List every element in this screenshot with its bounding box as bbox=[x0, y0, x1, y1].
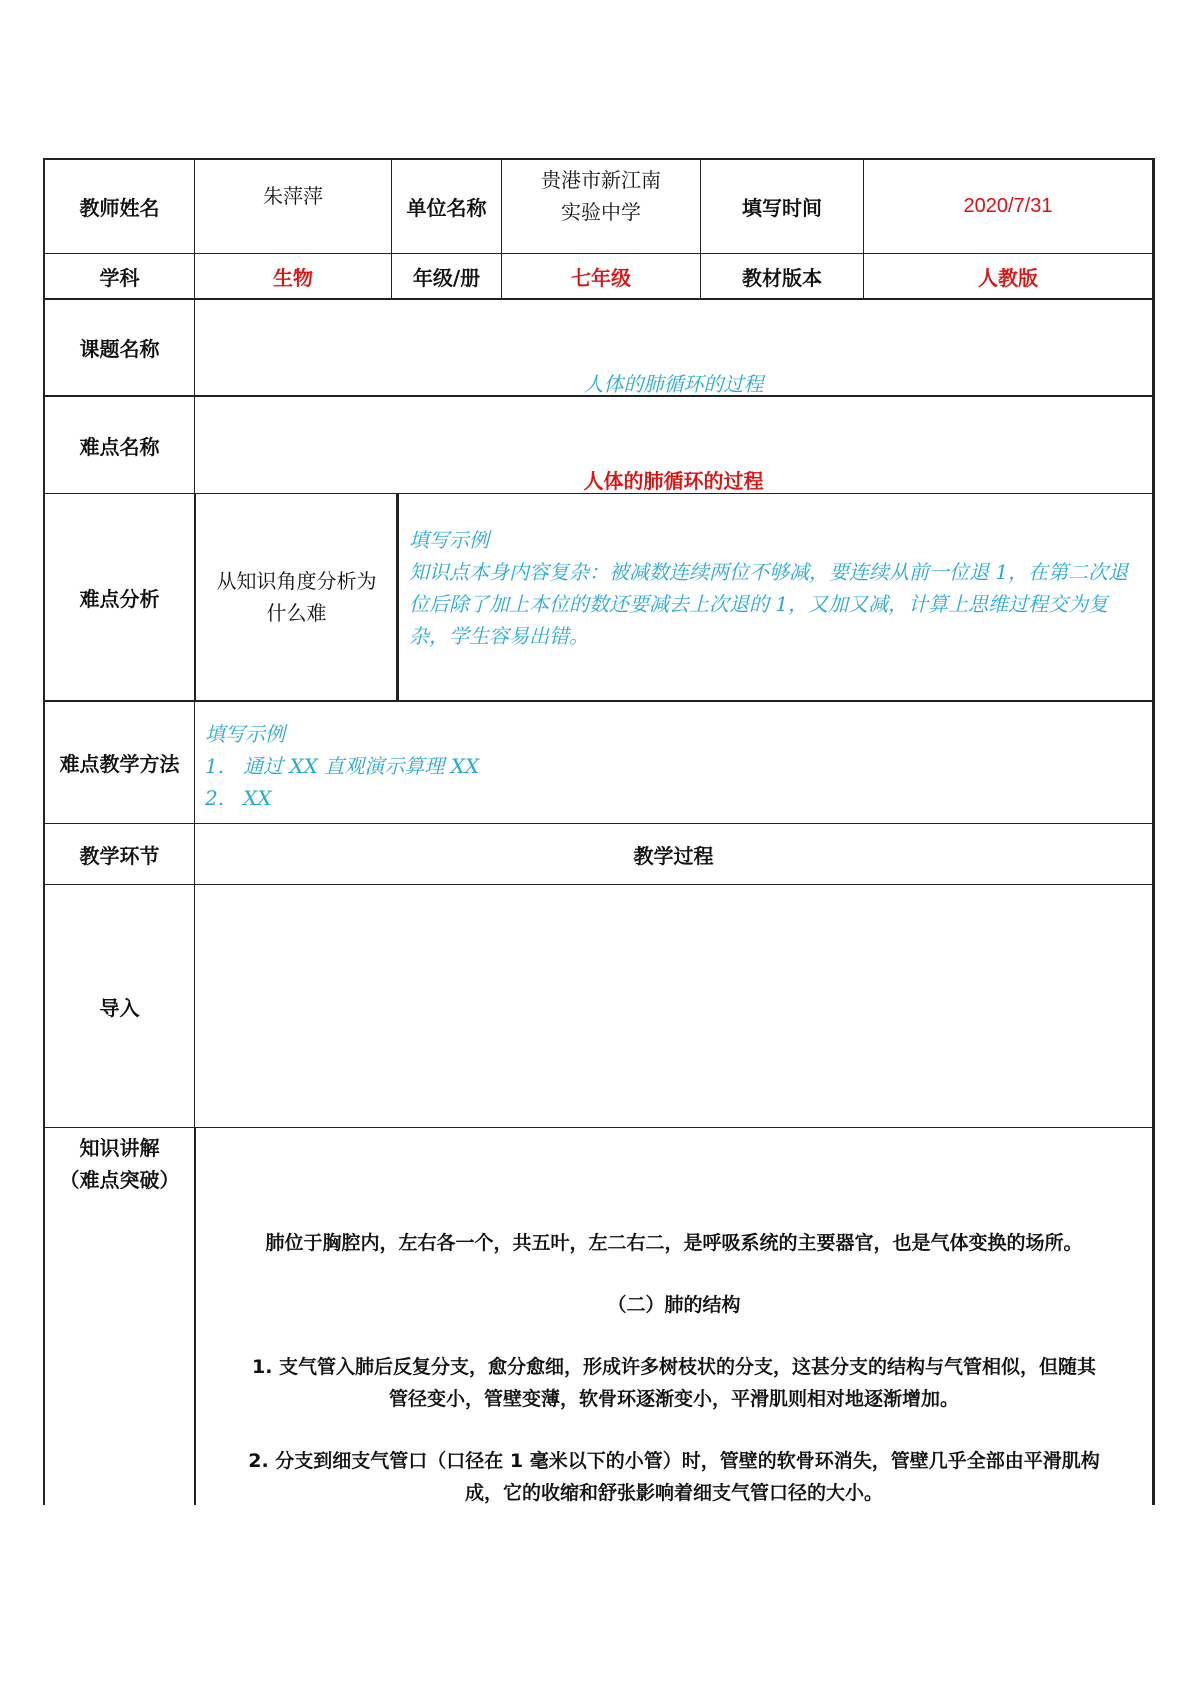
process-value: 教学过程 bbox=[194, 823, 1155, 885]
subject-value: 生物 bbox=[194, 253, 392, 299]
method-item-1: 1. 通过 XX 直观演示算理 XX bbox=[205, 754, 480, 778]
unit-name-label: 单位名称 bbox=[391, 158, 502, 254]
analysis-example-title: 填写示例 bbox=[409, 528, 489, 552]
knowledge-heading: （二）肺的结构 bbox=[607, 1294, 741, 1316]
method-item-2: 2. XX bbox=[205, 786, 272, 810]
analysis-example-text: 知识点本身内容复杂：被减数连续两位不够减，要连续从前一位退 1，在第二次退位后除了加上本位的数还要减去上次退的 1，又加又减，计算上思维过程交为复杂，学生容易出错。 bbox=[409, 560, 1129, 648]
analysis-example-cell bbox=[396, 493, 1155, 701]
knowledge-content bbox=[194, 1127, 1155, 1505]
knowledge-paragraph-3-line-2: 成，它的收缩和舒张影响着细支气管口径的大小。 bbox=[464, 1482, 883, 1504]
difficulty-value-cell bbox=[194, 395, 1155, 494]
intro-label: 导入 bbox=[43, 884, 195, 1128]
topic-value: 人体的肺循环的过程 bbox=[583, 372, 764, 396]
method-label: 难点教学方法 bbox=[43, 700, 195, 824]
grade-label: 年级/册 bbox=[391, 253, 502, 299]
process-label: 教学环节 bbox=[43, 823, 195, 885]
analysis-label: 难点分析 bbox=[43, 493, 195, 701]
subject-label: 学科 bbox=[43, 253, 195, 299]
fill-time-label: 填写时间 bbox=[700, 158, 864, 254]
fill-time-value: 2020/7/31 bbox=[863, 158, 1155, 254]
teacher-name-label: 教师姓名 bbox=[43, 158, 195, 254]
topic-value-cell bbox=[194, 298, 1155, 396]
method-example-title: 填写示例 bbox=[205, 722, 285, 746]
knowledge-paragraph-2-line-1: 1. 支气管入肺后反复分支，愈分愈细，形成许多树枝状的分支，这甚分支的结构与气管相似，但随其 bbox=[251, 1356, 1097, 1378]
teacher-name-value: 朱萍萍 bbox=[194, 158, 392, 254]
difficulty-value: 人体的肺循环的过程 bbox=[583, 469, 764, 493]
grade-value: 七年级 bbox=[501, 253, 701, 299]
edition-label: 教材版本 bbox=[700, 253, 864, 299]
difficulty-label: 难点名称 bbox=[43, 395, 195, 494]
unit-name-value: 贵港市新江南实验中学 bbox=[501, 158, 701, 254]
knowledge-paragraph-1: 肺位于胸腔内，左右各一个，共五叶，左二右二，是呼吸系统的主要器官，也是气体变换的场所。 bbox=[265, 1232, 1083, 1254]
method-example-cell bbox=[194, 700, 1155, 824]
edition-value: 人教版 bbox=[863, 253, 1155, 299]
intro-content bbox=[194, 884, 1155, 1128]
topic-label: 课题名称 bbox=[43, 298, 195, 396]
analysis-sub-label: 从知识角度分析为什么难 bbox=[194, 493, 398, 701]
knowledge-label: 知识讲解 （难点突破） bbox=[43, 1127, 195, 1505]
knowledge-paragraph-3-line-1: 2. 分支到细支气管口（口径在 1 毫米以下的小管）时，管壁的软骨环消失，管壁几乎全部由平滑肌构 bbox=[248, 1450, 1100, 1472]
knowledge-paragraph-2-line-2: 管径变小，管壁变薄，软骨环逐渐变小，平滑肌则相对地逐渐增加。 bbox=[388, 1388, 959, 1410]
